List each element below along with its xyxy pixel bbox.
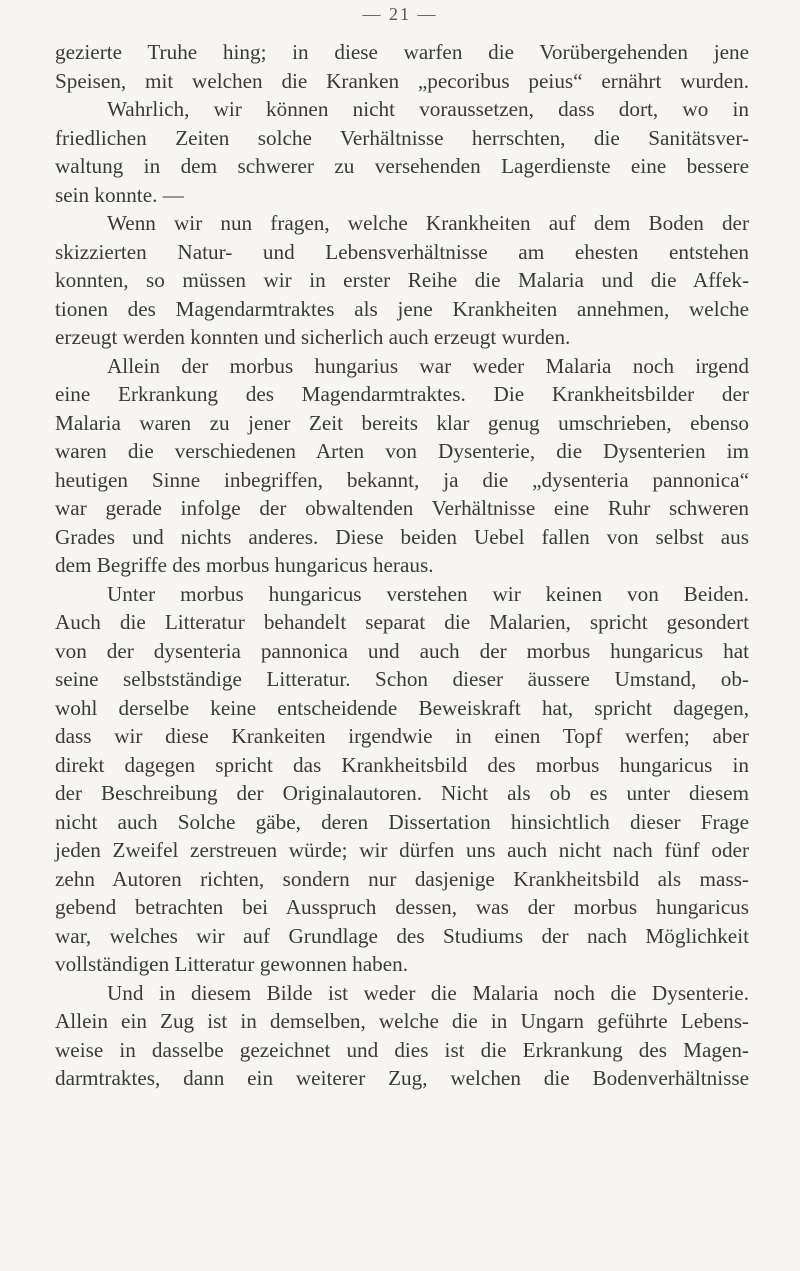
text-line: eine Erkrankung des Magendarmtraktes. Die Krankheitsbilder der: [55, 382, 749, 406]
text-line: Grades und nichts anderes. Diese beiden Uebel fallen von selbst aus: [55, 524, 749, 549]
text-line: konnten, so müssen wir in erster Reihe die Malaria und die Affek-: [55, 268, 749, 292]
text-line: Unter morbus hungaricus verstehen wir keinen von Beiden.: [107, 581, 749, 606]
text-line: war gerade infolge der obwaltenden Verhältnisse eine Ruhr schweren: [55, 496, 749, 520]
text-line: Allein ein Zug ist in demselben, welche die in Ungarn geführte Lebens-: [55, 1009, 749, 1033]
text-line: dem Begriffe des morbus hungaricus heraus.: [55, 553, 434, 577]
text-line: zehn Autoren richten, sondern nur dasjenige Krankheitsbild als mass-: [55, 866, 749, 891]
text-line: waltung in dem schwerer zu versehenden Lagerdienste eine bessere: [55, 154, 749, 178]
page-number-header: — 21 —: [362, 4, 438, 24]
text-line: friedlichen Zeiten solche Verhältnisse herrschten, die Sanitätsver-: [55, 125, 749, 150]
text-line: heutigen Sinne inbegriffen, bekannt, ja die „dysenteria pannonica“: [55, 467, 749, 492]
text-line: tionen des Magendarmtraktes als jene Krankheiten annehmen, welche: [55, 296, 749, 321]
text-line: jeden Zweifel zerstreuen würde; wir dürfen uns auch nicht nach fünf oder: [55, 838, 749, 862]
text-line: gebend betrachten bei Ausspruch dessen, was der morbus hungaricus: [55, 895, 749, 919]
body-text: [55, 38, 749, 1093]
text-line: Malaria waren zu jener Zeit bereits klar genug umschrieben, ebenso: [55, 410, 749, 435]
text-line: Und in diesem Bilde ist weder die Malaria noch die Dysenterie.: [107, 980, 749, 1005]
text-line: dass wir diese Krankeiten irgendwie in einen Topf werfen; aber: [55, 724, 749, 748]
text-line: erzeugt werden konnten und sicherlich auch erzeugt wurden.: [55, 325, 571, 349]
text-line: von der dysenteria pannonica und auch der morbus hungaricus hat: [55, 638, 749, 663]
text-line: nicht auch Solche gäbe, deren Dissertation hinsichtlich dieser Frage: [55, 809, 749, 834]
text-line: Speisen, mit welchen die Kranken „pecoribus peius“ ernährt wurden.: [55, 68, 749, 93]
text-line: Wahrlich, wir können nicht voraussetzen, dass dort, wo in: [107, 97, 749, 121]
text-line: gezierte Truhe hing; in diese warfen die Vorübergehenden jene: [55, 40, 749, 64]
text-line: darmtraktes, dann ein weiterer Zug, welchen die Bodenverhältnisse: [55, 1066, 749, 1090]
text-line: war, welches wir auf Grundlage des Studiums der nach Möglichkeit: [55, 923, 749, 948]
text-line: skizzierten Natur- und Lebensverhältnisse am ehesten entstehen: [55, 239, 749, 264]
text-line: Wenn wir nun fragen, welche Krankheiten auf dem Boden der: [107, 211, 749, 235]
text-line: der Beschreibung der Originalautoren. Nicht als ob es unter diesem: [55, 781, 749, 805]
text-line: vollständigen Litteratur gewonnen haben.: [55, 952, 409, 976]
text-line: seine selbstständige Litteratur. Schon dieser äussere Umstand, ob-: [55, 667, 749, 691]
text-line: sein konnte. —: [55, 182, 184, 207]
text-line: wohl derselbe keine entscheidende Beweiskraft hat, spricht dagegen,: [55, 695, 749, 720]
text-line: Auch die Litteratur behandelt separat die Malarien, spricht gesondert: [55, 610, 749, 634]
text-line: direkt dagegen spricht das Krankheitsbild des morbus hungaricus in: [55, 752, 749, 777]
text-line: weise in dasselbe gezeichnet und dies ist die Erkrankung des Magen-: [55, 1037, 749, 1062]
text-line: waren die verschiedenen Arten von Dysenterie, die Dysenterien im: [55, 439, 749, 463]
text-line: Allein der morbus hungarius war weder Malaria noch irgend: [107, 353, 749, 378]
